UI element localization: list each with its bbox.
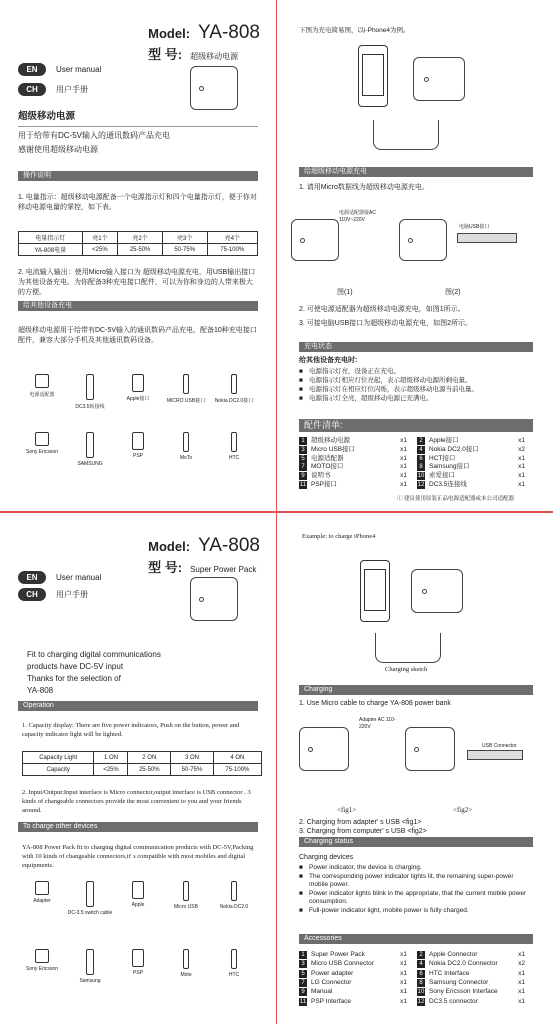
accessory-qty: x1 <box>518 463 525 471</box>
table-cell: 亮3个 <box>162 232 207 244</box>
model-value: YA-808 <box>198 22 260 43</box>
connector-icon <box>35 881 49 895</box>
table-cell: 亮2个 <box>118 232 163 244</box>
bullet-icon: ■ <box>299 889 303 897</box>
accessory-name: Micro USB Connector <box>311 960 374 968</box>
status-header: Charging status <box>299 837 533 847</box>
capacity-table <box>22 751 262 776</box>
status-title: 给其他设备充电时: <box>299 357 358 364</box>
accessory-number: 11 <box>299 998 307 1005</box>
manual-page-cn-front <box>0 0 276 511</box>
lang-en <box>18 63 101 76</box>
operation-step-2: 2. 电流输入输出：使用Micro输入接口为 超级移动电源充电，用USB输出接口为其他设备充电。为你配备3种充电接口配件，可以为你和身边的人带来极大的方便。 <box>18 269 256 296</box>
connector-label: Adapter <box>33 898 51 904</box>
accessory-qty: x1 <box>400 951 407 958</box>
accessory-qty: x1 <box>518 472 525 480</box>
intro-line-2: 感谢使用超级移动电源 <box>18 145 98 154</box>
table-cell: <25% <box>82 244 118 256</box>
status-item-text: 电源指示灯亮，设备正在充电。 <box>309 368 400 375</box>
model-cn-label: 型 号: <box>148 47 183 62</box>
connector-label: Sony Ericsson <box>26 449 58 455</box>
accessory-item <box>417 436 529 445</box>
example-text: Example: to charge iPhone4 <box>302 533 376 540</box>
accessory-name: MOTO接口 <box>311 463 344 471</box>
connector-icon-item <box>162 374 210 404</box>
connector-label: DC-3.5 switch cable <box>67 910 113 916</box>
model-sub: Super Power Pack <box>190 565 257 574</box>
ch-label: 用户手册 <box>56 85 88 94</box>
en-label: User manual <box>56 573 102 582</box>
connector-icon-item <box>210 432 258 461</box>
connector-label: Nokia DC2.0 <box>219 904 249 910</box>
accessory-name: Power adapter <box>311 969 354 977</box>
accessories-header: Accessories <box>299 934 533 944</box>
laptop-illustration <box>457 233 517 243</box>
model-block <box>148 22 260 63</box>
status-item <box>299 907 533 916</box>
connector-icon-item <box>18 949 66 972</box>
laptop-illustration <box>467 750 523 760</box>
lang-en <box>18 571 101 584</box>
status-list <box>299 367 533 403</box>
connector-icon-item <box>66 432 114 467</box>
accessory-name: Sony Ericsson Interface <box>429 988 498 996</box>
adapter-label: 电源适配器接AC 110V~220V <box>339 210 376 223</box>
title: 超级移动电源 <box>18 111 76 122</box>
table-cell: Capacity Light <box>23 752 94 764</box>
accessory-number: 3 <box>299 960 307 968</box>
connector-icon <box>132 881 144 899</box>
accessory-number: 7 <box>299 979 307 987</box>
iphone-illustration <box>358 45 388 107</box>
power-bank-fig1 <box>299 727 349 771</box>
charging-header: Charging <box>299 685 533 695</box>
accessory-qty: x1 <box>400 445 407 453</box>
cable-illustration <box>373 120 439 150</box>
connector-icon <box>231 432 237 452</box>
en-label: User manual <box>56 65 102 74</box>
connector-icon-item <box>210 881 258 910</box>
connector-icon-item <box>162 432 210 461</box>
charging-step-3: 3. Charging from computer' s USB <fig2> <box>299 828 427 835</box>
connector-icon <box>86 374 94 400</box>
status-item <box>299 864 533 873</box>
connector-label: PSP <box>132 453 143 459</box>
charging-step-1: 1. 请用Micro数据线为超级移动电源充电。 <box>299 184 429 191</box>
accessory-name: HTC Interface <box>429 969 470 977</box>
accessory-name: PSP Interface <box>311 997 351 1005</box>
accessory-number: 2 <box>417 951 425 959</box>
connector-icon-item <box>18 374 66 398</box>
power-bank-fig1 <box>291 219 339 261</box>
table-cell: 50-75% <box>171 764 214 776</box>
bullet-icon: ■ <box>299 386 303 393</box>
fig2-caption: <fig2> <box>453 806 473 814</box>
status-header: 充电状态 <box>299 342 533 352</box>
connector-icon-item <box>114 374 162 402</box>
ch-label: 用户手册 <box>56 590 88 599</box>
operation-step-1: 1. Capacity display: There are five power indicators, Push on the button, power and capacity indicator light will be lighted. <box>22 722 240 738</box>
accessory-item <box>417 454 529 463</box>
operation-header: 操作说明 <box>18 171 258 181</box>
accessory-name: DC3.5 connector <box>429 997 478 1005</box>
status-item <box>299 376 533 385</box>
connector-icons <box>18 374 258 484</box>
status-item-text: The corresponding power indicator lights lit, the remaining super-power mobile power. <box>309 872 514 888</box>
table-row <box>23 764 262 776</box>
intro-line-1: 用于给带有DC-5V输入的通讯数码产品充电 <box>18 131 171 140</box>
connector-icon-item <box>114 432 162 459</box>
intro-line-4: YA-808 <box>27 686 54 695</box>
status-item <box>299 394 533 403</box>
accessory-qty: x1 <box>400 437 407 444</box>
accessory-number: 1 <box>299 951 307 959</box>
accessory-item <box>299 959 411 968</box>
accessory-item <box>417 987 529 996</box>
table-cell: 3 ON <box>171 752 214 764</box>
table-cell: YA-808电量 <box>19 244 83 256</box>
connector-label: Apple <box>131 902 145 908</box>
accessory-qty: x1 <box>518 437 525 444</box>
accessory-number: 4 <box>417 960 425 968</box>
accessory-qty: x1 <box>400 472 407 480</box>
model-block <box>148 535 260 576</box>
accessory-qty: x2 <box>518 960 525 968</box>
accessory-item <box>299 978 411 987</box>
accessory-number: 1 <box>299 437 307 445</box>
other-devices-header: 给其他设备充电 <box>18 301 258 311</box>
accessory-item <box>417 997 529 1006</box>
en-pill: EN <box>18 63 46 76</box>
connector-icon-item <box>18 881 66 904</box>
accessory-number: 4 <box>417 446 425 454</box>
connector-icon <box>231 881 237 901</box>
accessory-name: HCT接口 <box>429 454 456 462</box>
accessory-qty: x1 <box>518 951 525 958</box>
power-bank-fig2 <box>399 219 447 261</box>
ch-pill: CH <box>18 588 46 601</box>
table-cell: 亮1个 <box>82 232 118 244</box>
connector-icon-item <box>114 949 162 976</box>
connector-label: Samsung <box>79 978 101 984</box>
fig1-caption: 图(1) <box>337 289 353 296</box>
accessory-name: Samsung接口 <box>429 463 470 471</box>
model-label: Model: <box>148 539 191 554</box>
accessory-qty: x1 <box>518 969 525 977</box>
connector-icon <box>86 949 94 975</box>
connector-icon <box>183 432 189 452</box>
usb-label: 电脑USB接口 <box>459 224 490 230</box>
accessory-number: 10 <box>417 473 425 480</box>
accessory-number: 2 <box>417 437 425 445</box>
accessory-qty: x1 <box>400 463 407 471</box>
operation-step-2: 2. Input/Output:Input interface is Micro connector,output interface is USB connector . 3 kinds of changeable connectors provide the most convenient to you and your friends around. <box>22 789 251 814</box>
table-cell: Capacity <box>23 764 94 776</box>
fig2-caption: 图(2) <box>445 289 461 296</box>
table-cell: 25-50% <box>118 244 163 256</box>
table-cell: 50-75% <box>162 244 207 256</box>
accessory-number: 5 <box>299 970 307 978</box>
connector-label: SAMSUNG <box>77 461 103 467</box>
fig1-caption: <fig1> <box>337 806 357 814</box>
accessory-name: Nokia DC2.0 Connector <box>429 960 498 968</box>
accessory-item <box>299 462 411 471</box>
bullet-icon: ■ <box>299 368 303 375</box>
example-text: 下图为充电简易图，以i-Phone4为例。 <box>299 27 410 34</box>
connector-label: Sony Ericsson <box>26 966 58 972</box>
bullet-icon: ■ <box>299 872 303 880</box>
connector-label: Micro USB <box>174 904 198 910</box>
table-cell: 1 ON <box>94 752 128 764</box>
accessory-item <box>299 471 411 480</box>
model-label: Model: <box>148 26 191 41</box>
accessory-number: 9 <box>299 472 307 480</box>
accessories-header: 配件清单: <box>299 419 533 432</box>
table-row <box>19 244 258 256</box>
status-item-text: 电源指示灯在相应灯位闪烁，表示超级移动电源当前电量。 <box>309 386 478 393</box>
manual-page-en-back <box>277 513 553 1024</box>
accessory-qty: x1 <box>518 997 525 1005</box>
connector-icon <box>183 881 189 901</box>
charging-step-3: 3. 可接电脑USB接口为超级移动电源充电，如图2所示。 <box>299 320 473 327</box>
model-cn-label: 型 号: <box>148 560 183 575</box>
accessory-qty: x1 <box>518 481 525 488</box>
status-item-text: Full-power indicator light, mobile power is fully charged. <box>309 906 469 914</box>
manual-page-cn-back <box>277 0 553 511</box>
connector-label: 电源适配器 <box>29 392 55 398</box>
connector-label: Nokia DC2.0接口 <box>214 398 254 404</box>
cable-illustration <box>375 633 441 663</box>
accessory-number: 9 <box>299 988 307 996</box>
power-bank-illustration <box>413 57 465 101</box>
connector-icon-item <box>18 432 66 455</box>
other-devices-text: 超级移动电源用于给带有DC-5V输入的通讯数码产品充电，配备10种充电接口配件，兼容大部分手机及其他通讯数码设备。 <box>18 327 257 344</box>
accessory-qty: x1 <box>400 969 407 977</box>
model-cn-sub: 超级移动电源 <box>190 52 239 61</box>
intro-line-1: Fit to charging digital communications <box>27 650 161 659</box>
accessory-number: 7 <box>299 463 307 471</box>
accessory-number: 5 <box>299 455 307 463</box>
status-item <box>299 385 533 394</box>
accessory-number: 8 <box>417 463 425 471</box>
status-item-text: 电源指示灯全亮，超级移动电源已充满电。 <box>309 395 433 402</box>
power-bank-illustration <box>190 66 238 110</box>
accessory-item <box>417 462 529 471</box>
accessory-name: Manual <box>311 988 333 996</box>
other-devices-header: To charge other devices <box>18 822 258 832</box>
accessory-qty: x1 <box>400 988 407 996</box>
accessory-name: 索爱接口 <box>429 472 455 480</box>
table-cell: 4 ON <box>213 752 261 764</box>
connector-label: PSP <box>132 970 143 976</box>
status-item-text: 电源指示灯相应灯位亮起，表示超级移动电源所剩电量。 <box>309 377 472 384</box>
status-title: Charging devices <box>299 854 354 861</box>
connector-label: MICRO USB接口 <box>166 398 206 404</box>
accessory-number: 11 <box>299 482 307 488</box>
accessory-qty: x1 <box>400 997 407 1005</box>
operation-step-1: 1. 电量指示：超级移动电源配备一个电源指示灯和四个电量指示灯，便于你对移动电源电量的掌控，如下表。 <box>18 194 257 211</box>
sketch-caption: Charging sketch <box>385 666 428 673</box>
accessory-qty: x1 <box>400 481 407 488</box>
capacity-table <box>18 231 258 256</box>
accessory-item <box>299 480 411 489</box>
accessory-item <box>299 436 411 445</box>
connector-icon-item <box>162 881 210 910</box>
connector-label: HTC <box>228 455 240 461</box>
accessory-qty: x1 <box>400 978 407 986</box>
connector-icon <box>86 432 94 458</box>
accessories-list <box>299 950 539 1010</box>
connector-icon <box>86 881 94 907</box>
accessory-number: 12 <box>417 998 425 1005</box>
table-cell: 75-100% <box>207 244 257 256</box>
bullet-icon: ■ <box>299 864 303 871</box>
power-bank-fig2 <box>405 727 455 771</box>
accessory-name: Super Power Pack <box>311 951 365 958</box>
intro-line-2: products have DC-5V input <box>27 662 124 671</box>
connector-icon <box>35 432 49 446</box>
accessory-qty: x1 <box>518 988 525 996</box>
accessories-list <box>299 436 533 488</box>
connector-label: MoTo <box>179 455 193 461</box>
connector-icon <box>132 432 144 450</box>
connector-label: HTC <box>228 972 240 978</box>
lang-ch <box>18 83 88 96</box>
manual-page-en-front <box>0 513 276 1024</box>
bullet-icon: ■ <box>299 395 303 402</box>
accessory-name: Apple接口 <box>429 437 459 444</box>
accessory-item <box>417 978 529 987</box>
accessory-qty: x1 <box>518 454 525 462</box>
accessory-item <box>299 445 411 454</box>
table-cell: 亮4个 <box>207 232 257 244</box>
charging-step-1: 1. Use Micro cable to charge YA-808 power bank <box>299 700 451 707</box>
accessory-item <box>417 959 529 968</box>
connector-icon <box>231 949 237 969</box>
accessory-name: Samsung Connector <box>429 978 489 986</box>
accessory-number: 10 <box>417 989 425 996</box>
accessory-item <box>299 454 411 463</box>
power-bank-illustration <box>190 577 238 621</box>
capacity-table-wrap <box>22 751 262 783</box>
accessory-name: Apple Connector <box>429 951 478 958</box>
model-value: YA-808 <box>198 535 260 556</box>
accessory-name: LG Connector <box>311 978 352 986</box>
accessory-name: 电源适配器 <box>311 454 344 462</box>
charging-step-2: 2. 可使电源适配器为超级移动电源充电，如图1所示。 <box>299 306 465 313</box>
bullet-icon: ■ <box>299 377 303 384</box>
table-cell: 75-100% <box>213 764 261 776</box>
title-divider <box>18 126 258 127</box>
accessory-name: DC3.5连接线 <box>429 481 467 488</box>
charging-step-2: 2. Charging from adapter' s USB <fig1> <box>299 819 422 826</box>
connector-icon-item <box>210 949 258 978</box>
accessory-name: PSP接口 <box>311 481 338 488</box>
connector-icon <box>35 374 49 388</box>
en-pill: EN <box>18 571 46 584</box>
accessory-item <box>417 471 529 480</box>
status-list <box>299 864 533 915</box>
accessory-name: Micro USB接口 <box>311 445 356 453</box>
status-item-text: Power indicator lights blink in the appropriate, that the current mobile power consumption. <box>309 889 527 905</box>
table-cell: 25-50% <box>128 764 171 776</box>
table-cell: <25% <box>94 764 128 776</box>
operation-header: Operation <box>18 701 258 711</box>
accessory-item <box>417 969 529 978</box>
connector-icon <box>132 374 144 392</box>
accessory-name: 说明书 <box>311 472 331 480</box>
accessory-item <box>299 950 411 959</box>
bullet-icon: ■ <box>299 906 303 914</box>
other-devices-text: YA-808 Power Pack fit to charging digital communication products with DC-5V,Packing with 10 kinds of changeable connectors,it' s compatible with most mobiles and digital equipments. <box>22 844 254 869</box>
table-cell: 电量指示灯 <box>19 232 83 244</box>
connector-icon <box>183 374 189 394</box>
adapter-label: Adapter AC 110-220V <box>359 717 396 730</box>
connector-icon-item <box>66 949 114 984</box>
status-item <box>299 367 533 376</box>
status-item <box>299 873 533 890</box>
accessory-number: 6 <box>417 455 425 463</box>
accessory-number: 3 <box>299 446 307 454</box>
accessory-item <box>417 445 529 454</box>
connector-icon-item <box>66 881 114 916</box>
intro-line-3: Thanks for the selection of <box>27 674 121 683</box>
ch-pill: CH <box>18 83 46 96</box>
accessory-qty: x1 <box>518 978 525 986</box>
accessory-name: Nokia DC2.0接口 <box>429 445 479 453</box>
accessory-item <box>299 987 411 996</box>
connector-label: Moto <box>180 972 192 978</box>
accessory-number: 6 <box>417 970 425 978</box>
accessory-item <box>299 997 411 1006</box>
power-bank-illustration <box>411 569 463 613</box>
table-header-row <box>23 752 262 764</box>
accessory-qty: x2 <box>518 445 525 453</box>
connector-icon <box>183 949 189 969</box>
accessory-number: 12 <box>417 482 425 488</box>
accessory-number: 8 <box>417 979 425 987</box>
connector-icon-item <box>210 374 258 404</box>
lang-ch <box>18 588 88 601</box>
accessory-item <box>417 480 529 489</box>
connector-icon-item <box>162 949 210 978</box>
table-header-row <box>19 232 258 244</box>
connector-icon <box>231 374 237 394</box>
charging-header: 给超级移动电源充电 <box>299 167 533 177</box>
connector-icon-item <box>66 374 114 410</box>
accessory-qty: x1 <box>400 454 407 462</box>
status-item-text: Power indicator, the device is charging. <box>309 864 422 871</box>
connector-icon <box>35 949 49 963</box>
connector-label: DC3.5转接线 <box>75 404 105 410</box>
connector-icon <box>132 949 144 967</box>
table-cell: 2 ON <box>128 752 171 764</box>
connector-label: Apple接口 <box>126 396 150 402</box>
footnote: ⓘ 建议使用原装正品电源适配器或本公司适配器 <box>397 496 515 502</box>
accessory-item <box>299 969 411 978</box>
accessory-qty: x1 <box>400 960 407 968</box>
status-item <box>299 890 533 907</box>
accessory-item <box>417 950 529 959</box>
connector-icon-item <box>114 881 162 908</box>
accessory-name: 超级移动电源 <box>311 437 350 444</box>
usb-label: USB Connector <box>482 743 517 749</box>
iphone-illustration <box>360 560 390 622</box>
connector-icons <box>18 881 258 1006</box>
